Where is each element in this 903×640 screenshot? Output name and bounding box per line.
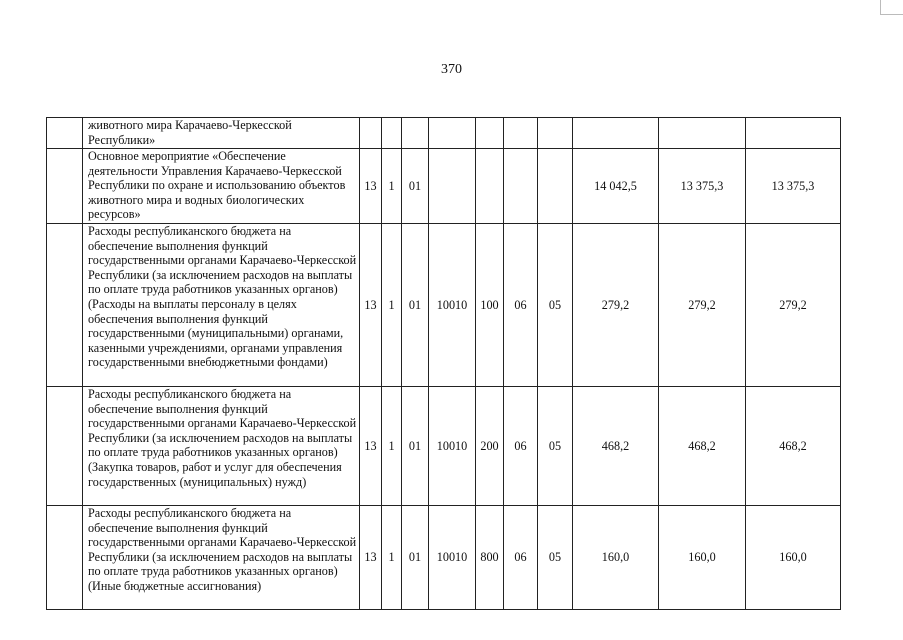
code-cell: 1	[382, 506, 402, 610]
table-row	[47, 149, 841, 224]
code-cell	[429, 149, 476, 224]
amount-cell: 13 375,3	[659, 149, 746, 224]
budget-table	[46, 117, 841, 610]
amount-cell: 160,0	[746, 506, 841, 610]
code-cell	[382, 118, 402, 149]
blank-cell	[47, 118, 83, 149]
table-row	[47, 506, 841, 610]
code-cell: 1	[382, 387, 402, 506]
table-row	[47, 387, 841, 506]
row-description: Расходы республиканского бюджета на обеспечение выполнения функций государственными органами Карачаево-Черкесской Республики (за исключением расходов на выплаты по оплате труда работников указанных органов) (Иные бюджетные ассигнования)	[83, 506, 360, 610]
code-cell: 10010	[429, 506, 476, 610]
code-cell: 05	[538, 506, 573, 610]
code-cell	[429, 118, 476, 149]
amount-cell	[746, 118, 841, 149]
code-cell: 10010	[429, 224, 476, 387]
code-cell: 100	[476, 224, 504, 387]
amount-cell: 13 375,3	[746, 149, 841, 224]
row-description: животного мира Карачаево-Черкесской Республики»	[83, 118, 360, 149]
amount-cell: 279,2	[659, 224, 746, 387]
code-cell: 01	[402, 506, 429, 610]
code-cell: 06	[504, 387, 538, 506]
row-description: Расходы республиканского бюджета на обеспечение выполнения функций государственными органами Карачаево-Черкесской Республики (за исключением расходов на выплаты по оплате труда работников указанных органов) (Расходы на выплаты персоналу в целях обеспечения выполнения функций государственными (муниципальными) органами, казенными учреждениями, органами управления государственными внебюджетными фондами)	[83, 224, 360, 387]
code-cell: 05	[538, 224, 573, 387]
code-cell	[360, 118, 382, 149]
code-cell: 1	[382, 224, 402, 387]
amount-cell: 468,2	[746, 387, 841, 506]
code-cell: 01	[402, 224, 429, 387]
code-cell	[504, 149, 538, 224]
page-number: 370	[441, 62, 462, 77]
code-cell	[538, 118, 573, 149]
amount-cell	[659, 118, 746, 149]
amount-cell: 160,0	[659, 506, 746, 610]
blank-cell	[47, 506, 83, 610]
code-cell	[476, 149, 504, 224]
code-cell: 10010	[429, 387, 476, 506]
row-description: Расходы республиканского бюджета на обеспечение выполнения функций государственными органами Карачаево-Черкесской Республики (за исключением расходов на выплаты по оплате труда работников указанных органов) (Закупка товаров, работ и услуг для обеспечения государственных (муниципальных) нужд)	[83, 387, 360, 506]
code-cell	[402, 118, 429, 149]
code-cell: 800	[476, 506, 504, 610]
amount-cell: 160,0	[573, 506, 659, 610]
code-cell: 06	[504, 224, 538, 387]
table-row	[47, 118, 841, 149]
amount-cell: 279,2	[746, 224, 841, 387]
code-cell: 13	[360, 149, 382, 224]
code-cell: 01	[402, 149, 429, 224]
code-cell	[538, 149, 573, 224]
amount-cell: 279,2	[573, 224, 659, 387]
blank-cell	[47, 224, 83, 387]
amount-cell: 14 042,5	[573, 149, 659, 224]
code-cell: 13	[360, 224, 382, 387]
code-cell	[476, 118, 504, 149]
code-cell: 200	[476, 387, 504, 506]
code-cell	[504, 118, 538, 149]
amount-cell: 468,2	[573, 387, 659, 506]
code-cell: 1	[382, 149, 402, 224]
code-cell: 06	[504, 506, 538, 610]
code-cell: 13	[360, 506, 382, 610]
code-cell: 05	[538, 387, 573, 506]
amount-cell: 468,2	[659, 387, 746, 506]
table-row	[47, 224, 841, 387]
code-cell: 01	[402, 387, 429, 506]
blank-cell	[47, 387, 83, 506]
code-cell: 13	[360, 387, 382, 506]
amount-cell	[573, 118, 659, 149]
blank-cell	[47, 149, 83, 224]
row-description: Основное мероприятие «Обеспечение деятельности Управления Карачаево-Черкесской Республики по охране и использованию объектов животного мира и водных биологических ресурсов»	[83, 149, 360, 224]
scan-corner-mark	[880, 0, 903, 15]
